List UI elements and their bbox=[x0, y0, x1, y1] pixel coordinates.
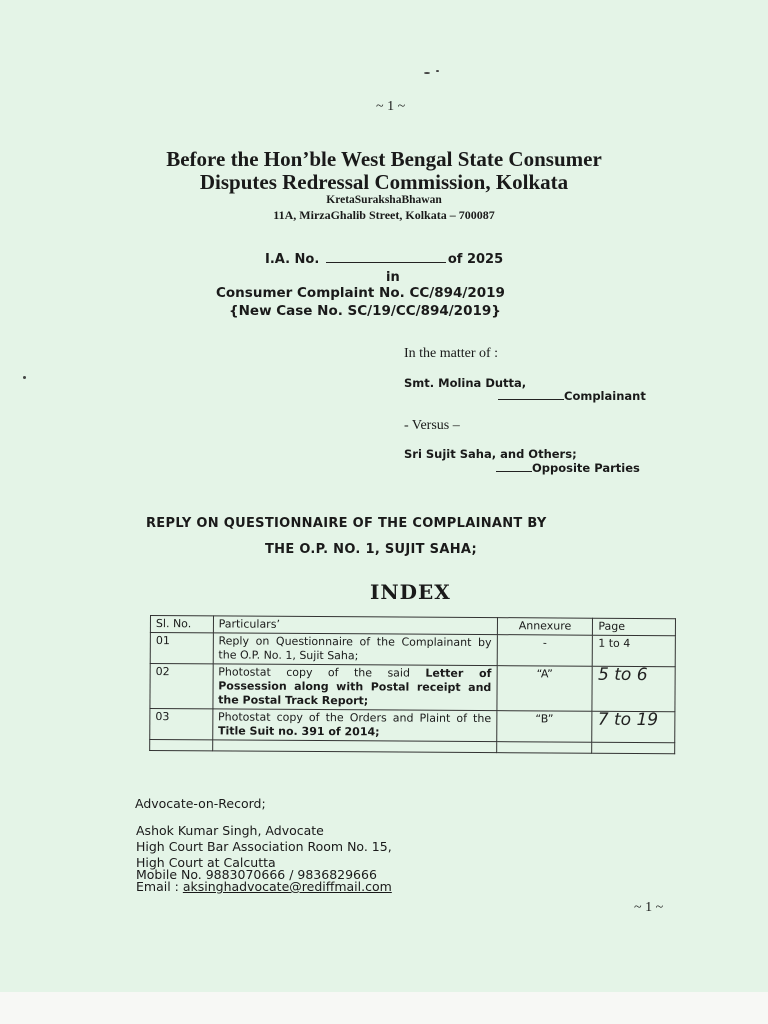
row-annexure: - bbox=[497, 635, 593, 667]
scan-speck bbox=[23, 376, 26, 379]
advocate-room: High Court Bar Association Room No. 15, bbox=[136, 839, 392, 854]
index-table bbox=[149, 615, 676, 754]
header-page: Page bbox=[593, 618, 676, 636]
particulars-bold: Title Suit no. 391 of 2014; bbox=[217, 724, 380, 739]
row-page-handwritten: 7 to 19 bbox=[592, 711, 675, 743]
email-link[interactable]: aksinghadvocate@rediffmail.com bbox=[182, 879, 392, 894]
complaint-number: Consumer Complaint No. CC/894/2019 bbox=[216, 285, 505, 301]
advocate-on-record-label: Advocate-on-Record; bbox=[135, 796, 266, 811]
row-sl-no: 01 bbox=[150, 633, 213, 664]
table-row bbox=[150, 633, 675, 667]
complainant-name: Smt. Molina Dutta, bbox=[404, 376, 527, 390]
page-number-top: ~ 1 ~ bbox=[376, 99, 406, 114]
row-particulars bbox=[212, 709, 496, 742]
row-annexure: “B” bbox=[496, 711, 592, 743]
opposite-blank bbox=[496, 461, 532, 472]
advocate-mobile: Mobile No. 9883070666 / 9836829666 bbox=[136, 867, 377, 882]
court-title-line-1: Before the Hon’ble West Bengal State Consumer bbox=[166, 147, 602, 171]
ia-prefix: I.A. No. bbox=[265, 252, 320, 267]
ia-number-blank bbox=[326, 251, 446, 263]
row-particulars: Reply on Questionnaire of the Complainant by the O.P. No. 1, Sujit Saha; bbox=[213, 633, 497, 666]
court-address-line-1: KretaSurakshaBhawan bbox=[326, 194, 442, 206]
header-particulars: Particulars’ bbox=[213, 616, 497, 635]
header-annexure: Annexure bbox=[497, 618, 593, 636]
in-the-matter-label: In the matter of : bbox=[404, 346, 499, 361]
empty-cell bbox=[150, 740, 213, 751]
row-sl-no: 02 bbox=[150, 664, 213, 709]
advocate-name: Ashok Kumar Singh, Advocate bbox=[136, 823, 324, 838]
row-page: 1 to 4 bbox=[593, 635, 676, 667]
page-bottom-margin bbox=[0, 992, 768, 1024]
header-sl-no: Sl. No. bbox=[150, 616, 213, 633]
index-heading: INDEX bbox=[370, 580, 451, 604]
particulars-bold: Letter of Possession along with Postal receipt and the Postal Track Report; bbox=[218, 666, 492, 708]
court-address-line-2: 11A, MirzaGhalib Street, Kolkata – 700087 bbox=[273, 208, 495, 222]
ia-number-line bbox=[265, 251, 503, 267]
empty-cell bbox=[592, 742, 675, 754]
court-title-line-2: Disputes Redressal Commission, Kolkata bbox=[199, 170, 569, 194]
page-number-bottom: ~ 1 ~ bbox=[634, 900, 664, 915]
row-page-handwritten: 5 to 6 bbox=[592, 666, 675, 712]
empty-cell bbox=[212, 740, 496, 753]
opposite-party-role bbox=[496, 461, 640, 475]
scan-speck bbox=[436, 70, 439, 72]
reply-title-line-1: REPLY ON QUESTIONNAIRE OF THE COMPLAINANT BY bbox=[146, 516, 547, 531]
row-annexure: “A” bbox=[497, 666, 593, 712]
complainant-role-label: Complainant bbox=[564, 389, 646, 403]
advocate-court: High Court at Calcutta bbox=[136, 855, 276, 870]
ia-suffix: of 2025 bbox=[447, 252, 504, 267]
particulars-plain: Photostat copy of the Orders and Plaint of the bbox=[218, 710, 492, 726]
advocate-email-line bbox=[136, 879, 392, 894]
scan-speck bbox=[424, 72, 430, 74]
empty-cell bbox=[496, 742, 592, 754]
row-particulars bbox=[213, 664, 497, 711]
table-row bbox=[150, 664, 675, 712]
table-row bbox=[150, 709, 675, 743]
reply-title-line-2: THE O.P. NO. 1, SUJIT SAHA; bbox=[265, 542, 477, 557]
row-sl-no: 03 bbox=[150, 709, 213, 740]
opposite-party-name: Sri Sujit Saha, and Others; bbox=[404, 447, 577, 461]
in-word: in bbox=[386, 270, 400, 285]
opposite-role-label: Opposite Parties bbox=[532, 461, 640, 475]
new-case-number: {New Case No. SC/19/CC/894/2019} bbox=[229, 303, 501, 319]
email-label: Email : bbox=[136, 879, 183, 894]
particulars-plain: Photostat copy of the said bbox=[218, 665, 426, 680]
complainant-role bbox=[498, 389, 646, 403]
complainant-blank bbox=[498, 389, 564, 400]
versus-label: - Versus – bbox=[404, 418, 460, 433]
